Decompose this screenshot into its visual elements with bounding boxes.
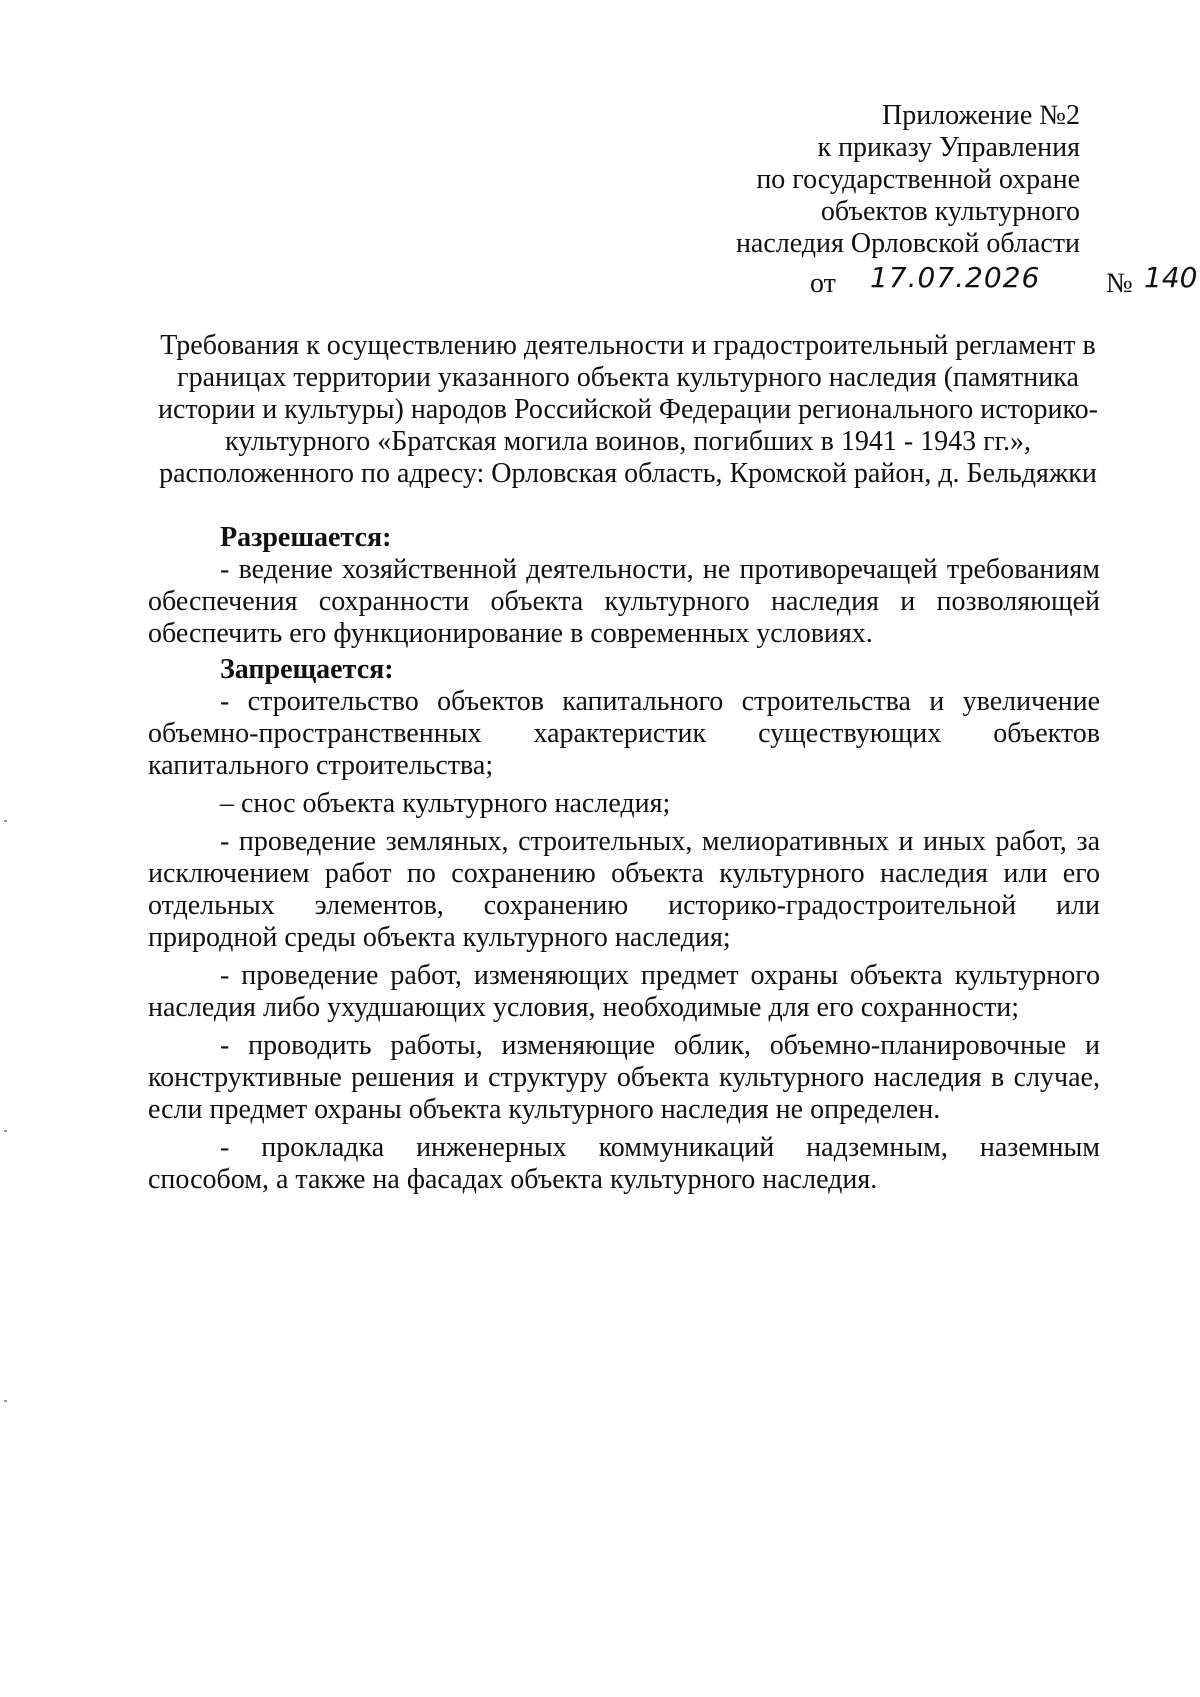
order-date-line [810, 261, 1198, 302]
title-line: истории и культуры) народов Российской Федерации регионального историко- [157, 394, 1099, 425]
appendix-line: Приложение №2 [882, 100, 1080, 131]
title-line: границах территории указанного объекта культурного наследия (памятника [177, 362, 1079, 393]
appendix-line: к приказу Управления [817, 132, 1080, 163]
date-prefix: от [810, 268, 836, 299]
forbidden-item: - строительство объектов капитального строительства и увеличение объемно-пространственных характеристик существующих объектов капитального строительства; [148, 686, 1100, 781]
document-body [148, 522, 1100, 1196]
title-line: Требования к осуществлению деятельности и градостроительный регламент в [160, 330, 1096, 361]
forbidden-item: - проводить работы, изменяющие облик, объемно-планировочные и конструктивные решения и структуру объекта культурного наследия в случае, если предмет охраны объекта культурного наследия не определен. [148, 1030, 1100, 1125]
allowed-heading: Разрешается: [220, 522, 392, 553]
forbidden-item: - проведение работ, изменяющих предмет охраны объекта культурного наследия либо ухудшающих условия, необходимые для его сохранности; [148, 960, 1100, 1023]
scan-artifact [4, 1400, 7, 1402]
forbidden-heading: Запрещается: [220, 654, 394, 685]
forbidden-item: - прокладка инженерных коммуникаций надземным, наземным способом, а также на фасадах объекта культурного наследия. [148, 1132, 1100, 1195]
appendix-header [560, 100, 1080, 260]
forbidden-item: – снос объекта культурного наследия; [220, 788, 671, 819]
handwritten-number: 140 [1144, 261, 1198, 294]
forbidden-item: - проведение земляных, строительных, мелиоративных и иных работ, за исключением работ по сохранению объекта культурного наследия или его отдельных элементов, сохранению историко-градостроительной или природной среды объекта культурного наследия; [148, 826, 1100, 953]
document-title [148, 330, 1108, 490]
title-line: расположенного по адресу: Орловская область, Кромской район, д. Бельдяжки [159, 458, 1097, 489]
appendix-line: объектов культурного [820, 196, 1080, 227]
scan-artifact [4, 820, 7, 822]
appendix-line: наследия Орловской области [735, 228, 1080, 259]
allowed-item: - ведение хозяйственной деятельности, не противоречащей требованиям обеспечения сохранности объекта культурного наследия и позволяющей обеспечить его функционирование в современных условиях. [148, 554, 1100, 649]
appendix-line: по государственной охране [756, 164, 1080, 195]
handwritten-date: 17.07.2026 [870, 261, 1041, 294]
title-line: культурного «Братская могила воинов, погибших в 1941 - 1943 гг.», [225, 426, 1031, 457]
number-label: № [1106, 268, 1133, 299]
scan-artifact [4, 1130, 7, 1132]
